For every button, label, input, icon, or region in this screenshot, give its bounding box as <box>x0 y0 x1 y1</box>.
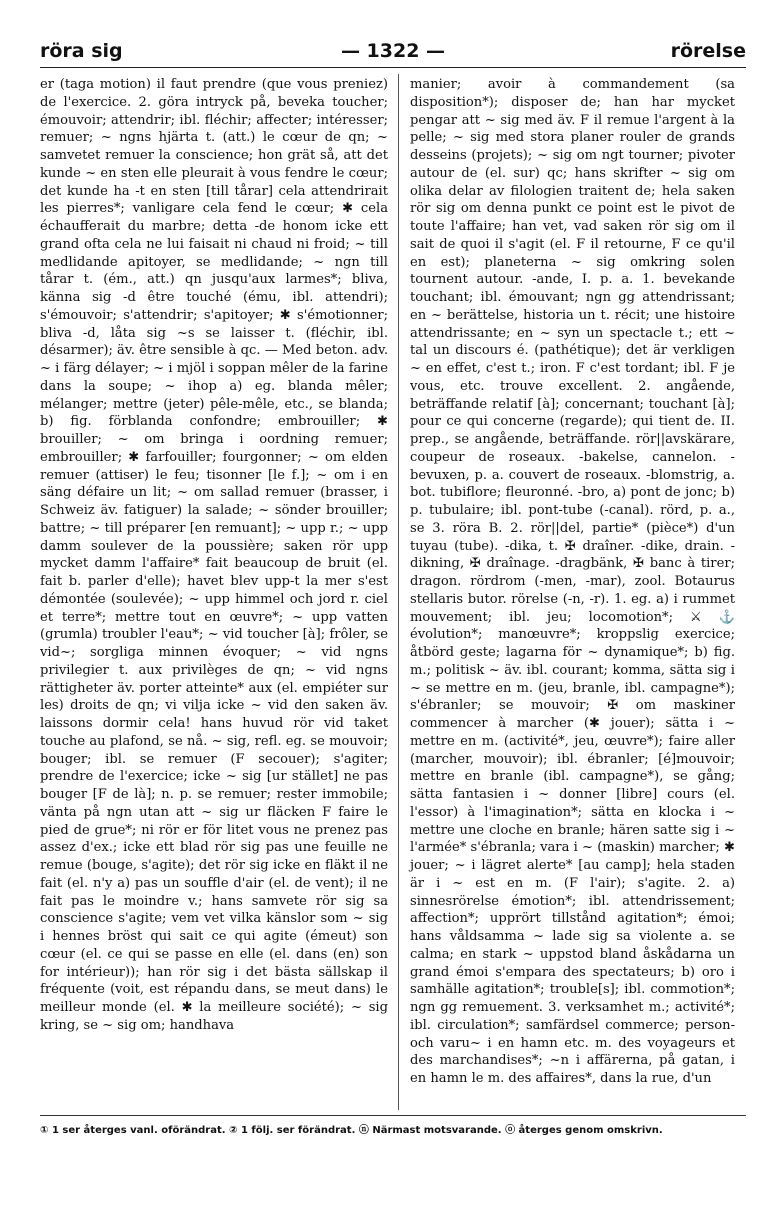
page-number: — 1322 — <box>340 40 446 62</box>
right-column <box>410 76 735 1088</box>
header-rule <box>40 67 746 68</box>
page-header <box>40 40 746 68</box>
right-column-text: manier; avoir à commandement (sa disposition*); disposer de; han har mycket pengar att ~ sig med äv. F il remue l'argent à la pelle; ~ sig med stora planer rouler de grands desseins (projets); ~ sig om ngt tourner; pivoter autour de (el. sur) qc; hans skrifter ~ sig om olika delar av filologien traitent de; hela saken rör sig om denna punkt ce point est le pivot de toute l'affaire; han vet, vad saken rör sig om il sait de quoi il s'agit (el. F il retourne, F ce qu'il en est); planeterna ~ sig omkring solen tournent autour. -ande, I. p. a. 1. bevekande touchant; ibl. émouvant; ngn gg attendrissant; en ~ berättelse, historia un t. récit; une histoire attendrissante; en ~ syn un spectacle t.; ett ~ tal un discours é. (pathétique); det är verkligen ~ en effet, c'est t.; iron. F c'est tordant; ibl. F je vous, etc. trouve excellent. 2. angående, beträffande relatif [à]; concernant; touchant [à]; pour ce qui concerne (regarde); qui tient de. II. prep., se angående, beträffande. rör||avskärare, coupeur de roseaux. -bakelse, cannelon. -bevuxen, p. a. couvert de roseaux. -blomstrig, a. bot. tubiflore; fleuronné. -bro, a) pont de jonc; b) p. tubulaire; ibl. pont-tube (-canal). rörd, p. a., se 3. röra B. 2. rör||del, partie* (pièce*) d'un tuyau (tube). -dika, t. ✠ draîner. -dike, drain. -dikning, ✠ draînage. -dragbänk, ✠ banc à tirer; dragon. rördrom (-men, -mar), zool. Botaurus stellaris butor. rörelse (-n, -r). 1. eg. a) i rummet mouvement; ibl. jeu; locomotion*; ⚔ ⚓ évolution*; manœuvre*; kroppslig exercice; åtbörd geste; lagarna för ~ dynamique*; b) fig. m.; politisk ~ äv. ibl. courant; komma, sätta sig i ~ se mettre en m. (jeu, branle, ibl. campagne*); s'ébranler; se mouvoir; ✠ om maskiner commencer à marcher (✱ jouer); sätta i ~ mettre en m. (activité*, jeu, œuvre*); faire aller (marcher, mouvoir); ibl. ébranler; [é]mouvoir; mettre en branle (ibl. campagne*), se gång; sätta fantasien i ~ donner [libre] cours (el. l'essor) à l'imagination*; sätta en klocka i ~ mettre une cloche en branle; hären satte sig i ~ l'armée* s'ébranla; vara i ~ (maskin) marcher; ✱ jouer; ~ i lägret alerte* [au camp]; hela staden är i ~ est en m. (F l'air); s'agite. 2. a) sinnesrörelse émotion*; ibl. attendrissement; affection*; upprört tillstånd agitation*; émoi; hans våldsamma ~ lade sig sa violente a. se calma; en stark ~ uppstod bland åskådarna un grand émoi s'empara des spectateurs; b) oro i samhälle agitation*; trouble[s]; ibl. commotion*; ngn gg remuement. 3. verksamhet m.; activité*; ibl. circulation*; samfärdsel commerce; person- och varu~ i en hamn etc. m. des voyageurs et des marchandises*; ~n i affärerna, på gatan, i en hamn le m. des affaires*, dans la rue, d'un <box>410 77 735 1086</box>
left-column <box>40 76 388 1035</box>
footnotes: ① 1 ser återges vanl. oförändrat. ② 1 följ. ser förändrat. ⓝ Närmast motsvarande. ⓞ återges genom omskrivn. <box>40 1125 663 1136</box>
column-divider <box>398 74 399 1110</box>
right-headword: rörelse <box>670 40 746 62</box>
left-headword: röra sig <box>40 40 123 62</box>
footer-rule <box>40 1115 746 1116</box>
left-column-text: er (taga motion) il faut prendre (que vous preniez) de l'exercice. 2. göra intryck på, beveka toucher; émouvoir; attendrir; ibl. fléchir; affecter; intéresser; remuer; ~ ngns hjärta t. (att.) le cœur de qn; ~ samvetet remuer la conscience; hon grät så, att det kunde ~ en sten elle pleurait à vous fendre le cœur; det kunde ha -t en sten [till tårar] cela attendrirait les pierres*; vanligare cela fend le cœur; ✱ cela échaufferait du marbre; detta -de honom icke ett grand ofta cela ne lui faisait ni chaud ni froid; ~ till medlidande apitoyer, se medlidande; ~ ngn till tårar t. (ém., att.) qn jusqu'aux larmes*; bliva, känna sig -d être touché (ému, ibl. attendri); s'émouvoir; s'attendrir; s'apitoyer; ✱ s'émotionner; bliva -d, låta sig ~s se laisser t. (fléchir, ibl. désarmer); äv. être sensible à qc. — Med beton. adv. ~ i färg délayer; ~ i mjöl i soppan mêler de la farine dans la soupe; ~ ihop a) eg. blanda mêler; mélanger; mettre (jeter) pêle-mêle, etc., se blanda; b) fig. förblanda confondre; embrouiller; ✱ brouiller; ~ om bringa i oordning remuer; embrouiller; ✱ farfouiller; fourgonner; ~ om elden remuer (attiser) le feu; tisonner [le f.]; ~ om i en säng défaire un lit; ~ om sallad remuer (brasser, i Schweiz äv. fatiguer) la salade; ~ sönder brouiller; battre; ~ till préparer [en remuant]; ~ upp r.; ~ upp damm soulever de la poussière; saken rör upp mycket damm l'affaire* fait beaucoup de bruit (el. fait b. parler d'elle); havet blev upp-t la mer s'est démontée (soulevée); ~ upp himmel och jord r. ciel et terre*; mettre tout en œuvre*; ~ upp vatten (grumla) troubler l'eau*; ~ vid toucher [à]; frôler, se vid~; sorgliga minnen évoquer; ~ vid ngns privilegier t. aux privilèges de qn; ~ vid ngns rättigheter äv. porter atteinte* aux (el. empiéter sur les) droits de qn; vi vilja icke ~ vid den saken äv. laissons dormir cela! hans huvud rör vid taket touche au plafond, se nå. ~ sig, refl. eg. se mouvoir; bouger; ibl. se remuer (F secouer); s'agiter; prendre de l'exercice; icke ~ sig [ur stället] ne pas bouger [F de là]; n. p. se remuer; rester immobile; vänta på ngn utan att ~ sig ur fläcken F faire le pied de grue*; ni rör er för litet vous ne prenez pas assez d'ex.; icke ett blad rör sig pas une feuille ne remue (bouge, s'agite); det rör sig icke en fläkt il ne fait (el. n'y a) pas un souffle d'air (el. de vent); il ne fait pas le moindre v.; hans samvete rör sig sa conscience s'agite; vem vet vilka känslor som ~ sig i hennes bröst qui sait ce qui agite (émeut) son cœur (el. ce qui se passe en elle (el. dans (en) son for intérieur)); han rör sig i det bästa sällskap il fréquente (voit, est répandu dans, se meut dans) le meilleur monde (el. ✱ la meilleure société); ~ sig kring, se ~ sig om; handhava <box>40 77 388 1033</box>
